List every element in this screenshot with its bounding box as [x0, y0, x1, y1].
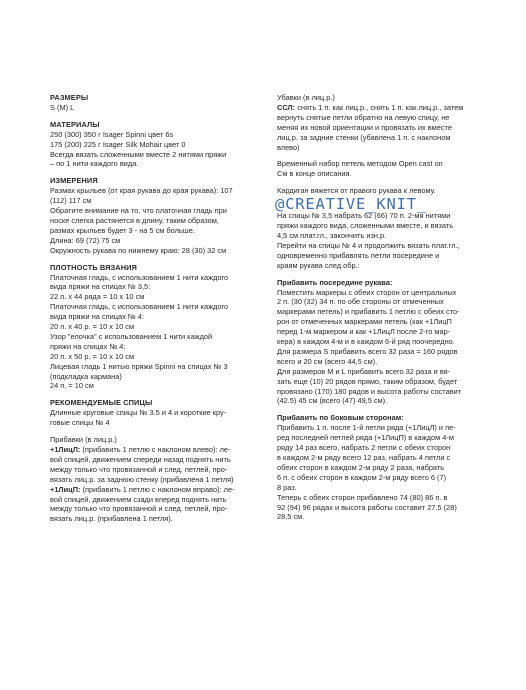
materials-line: 250 (300) 350 г Isager Spinni цвет 6s [50, 129, 174, 139]
measurements-line: Обратите внимание на то, что платочная гладь при [50, 206, 227, 216]
side-line: 6 п. с обеих сторон в каждом 2-м ряду всего 6 (7) [277, 472, 447, 482]
sleeve-line: провязано (170) 180 рядов и высота работы составит [277, 386, 462, 396]
ssl-first-line [277, 103, 479, 113]
gauge-heading: ПЛОТНОСТЬ ВЯЗАНИЯ [50, 262, 137, 272]
gauge-line: вида пряжи на спицах № 4: [50, 312, 144, 322]
sleeve-line: перед 1-м маркером и как +1ЛицЛ после 2-го мар- [277, 327, 451, 337]
measurements-line: Размах крыльев (от края рукава до края рукава): 107 [50, 186, 233, 196]
needles-line: Длинные круговые спицы № 3.5 и 4 и короткие кру- [50, 408, 227, 418]
sleeve-line: кера) в каждом 4-м и в каждом 6-й ряд поочередно. [277, 337, 455, 347]
materials-line: – по 1 нити каждого вида. [50, 159, 139, 169]
materials-line: 175 (200) 225 г Isager Silk Mohair цвет 0 [50, 139, 186, 149]
measurements-line: размах крыльев будет 3 - на 5 см больше. [50, 225, 195, 235]
gauge-line: вида пряжи на спицах № 3,5: [50, 282, 151, 292]
side-line: Прибавить 1 п. после 1-й петли ряда (+1ЛицЛ) и пе- [277, 423, 456, 433]
cast-on-line: Временный набор петель методом Open cast on [277, 159, 443, 169]
side-line: 28,5 см. [277, 512, 305, 522]
decreases-heading: Убавки (в лиц.р.) [277, 93, 335, 102]
gauge-line: (подкладка кармана) [50, 371, 122, 381]
gauge-line: Узор "елочка" с использованием 1 нити каждой [50, 331, 213, 341]
side-line: обеих сторон в каждом 2-м ряду 2 раза, набрать [277, 462, 445, 472]
sleeve-line: зать еще (10) 20 рядов прямо, таким образом, будет [277, 376, 458, 386]
increase-right-line: вязать лиц.р. (прибавлена 1 петля). [50, 514, 173, 524]
gauge-line: Платочная гладь, с использованием 1 нити каждого [50, 272, 229, 282]
gauge-line: 22 п. х 44 ряда = 10 х 10 см [50, 292, 145, 302]
start-line: На спицы № 3,5 набрать 62 (66) 70 п. 2-мя нитями [277, 211, 451, 221]
sleeve-line: маркерами петель) и прибавить 1 петлю с обеих сто- [277, 307, 460, 317]
sleeve-line: Для размера S прибавить всего 32 раза = 160 рядов [277, 346, 458, 356]
measurements-line: Окружность рукава по нижнему краю: 28 (30) 32 см [50, 245, 227, 255]
side-line: Теперь с обеих сторон прибавлено 74 (80) 86 п. в [277, 492, 448, 502]
side-line: 92 (94) 96 рядах и высота работы составит 27.5 (28) [277, 502, 457, 512]
switch-line: Перейти на спицы № 4 и продолжить вязать плат.гл., [277, 240, 460, 250]
sleeve-line: рон от отмеченных маркерами петель (как +1ЛицП [277, 317, 452, 327]
increase-right-first-line [50, 485, 256, 495]
switch-line: краям рукава след.обр.: [277, 260, 360, 270]
left-column [50, 93, 256, 524]
right-column [277, 93, 479, 522]
increase-right-text: (прибавить 1 петлю с наклоном вправо): ле- [80, 484, 235, 494]
measurements-line: Длина: 69 (72) 75 см [50, 235, 121, 245]
gauge-line: Лицевая гладь 1 нитью пряжи Spinni на спицах № 3 [50, 361, 228, 371]
side-line: ред последней петлей ряда (+1ЛицП) в каждом 4-м [277, 433, 454, 443]
sleeve-line: всего и 20 см (всего 44,5 см). [277, 356, 378, 366]
switch-line: одновременно прибавлять петли посередине и [277, 250, 440, 260]
sizes-heading: РАЗМЕРЫ [50, 93, 89, 102]
creative-knit-watermark: @CREATIVE_KNIT_ [275, 195, 427, 214]
ssl-text: снять 1 п. как лиц.р., снять 1 п. как лиц.р., затем [295, 102, 464, 112]
cast-on-line: См в конце описания. [277, 169, 352, 179]
increase-right-line: между только что провязанной и след. петлей, про- [50, 504, 228, 514]
gauge-line: Платочная гладь, с использованием 1 нити каждого [50, 302, 229, 312]
side-line: в каждом 2-м ряду всего 12 раз, набрать 4 петли с [277, 453, 451, 462]
sleeve-line: Поместить маркеры с обеих сторон от центральных [277, 287, 457, 297]
ssl-line: лиц.р. за задние стенки (убавлена 1 п. с наклоном [277, 132, 451, 142]
increase-left-label: +1ЛицЛ: [50, 445, 81, 454]
increases-heading: Прибавки (в лиц.р.) [50, 435, 117, 445]
increase-right-line: вой спицей, движением сзади вперед поднять нить [50, 494, 227, 504]
increase-left-line: между только что провязанной и след. петлей, про- [50, 464, 228, 474]
side-line: ряду 14 раз всего, набрать 2 петли с обеих сторон [277, 443, 451, 453]
increase-left-line: вязать лиц.р. за заднюю стенку (прибавлена 1 петля) [50, 474, 234, 484]
needles-line: говые спицы № 4 [50, 418, 110, 428]
gauge-line: 20 п. х 50 р. = 10 х 10 см [50, 351, 135, 361]
sleeve-line: 2 п. (30 (32) 34 п. по обе стороны от отмеченных [277, 297, 444, 307]
ssl-line: меняя их новой ориентации и провязать их вместе [277, 122, 452, 132]
side-increase-heading: Прибавить по боковым сторонам: [277, 413, 404, 423]
sleeve-line: Для размеров M и L прибавить всего 32 раза и вя- [277, 366, 451, 376]
side-line: 8 раз. [277, 482, 297, 492]
increase-left-line: вой спицей, движением спереди назад поднять нить [50, 454, 231, 464]
gauge-line: 24 п. = 10 см [50, 381, 94, 391]
sizes-value: S (M) L [50, 102, 75, 112]
measurements-heading: ИЗМЕРЕНИЯ [50, 176, 98, 186]
gauge-line: 20 п. х 40 р. = 10 х 10 см [50, 322, 135, 332]
ssl-label: ССЛ: [277, 102, 296, 112]
measurements-line: (112) 117 см [50, 196, 92, 206]
gauge-line: пряжи на спицах № 4: [50, 341, 126, 351]
increase-left-first-line [50, 445, 256, 455]
materials-line: Всегда вязать сложенными вместе 2 нитями пряжи [50, 149, 227, 159]
increase-left-text: (прибавить 1 петлю с наклоном влево): ле- [80, 445, 231, 454]
ssl-line: вернуть снятые петли обратно на левую спицу, не [277, 112, 450, 122]
needles-heading: РЕКОМЕНДУЕМЫЕ СПИЦЫ [50, 398, 153, 408]
cardigan-direction-line: Кардиган вяжется от правого рукава к левому. [277, 186, 436, 196]
ssl-line: влево) [277, 142, 300, 152]
materials-heading: МАТЕРИАЛЫ [50, 119, 100, 129]
start-line: 4,5 см плат.гл., закончить изн.р. [277, 230, 387, 240]
measurements-line: носке слегка растянется в длину, таким образом, [50, 215, 219, 225]
sleeve-line: (42.5) 45 см (всего (47) 49,5 см). [277, 396, 388, 406]
sleeve-increase-heading: Прибавить посередине рукава: [277, 277, 393, 287]
increase-right-label: +1ЛицП: [50, 484, 81, 494]
start-line: пряжи каждого вида, сложенными вместе, и вязать [277, 221, 454, 231]
